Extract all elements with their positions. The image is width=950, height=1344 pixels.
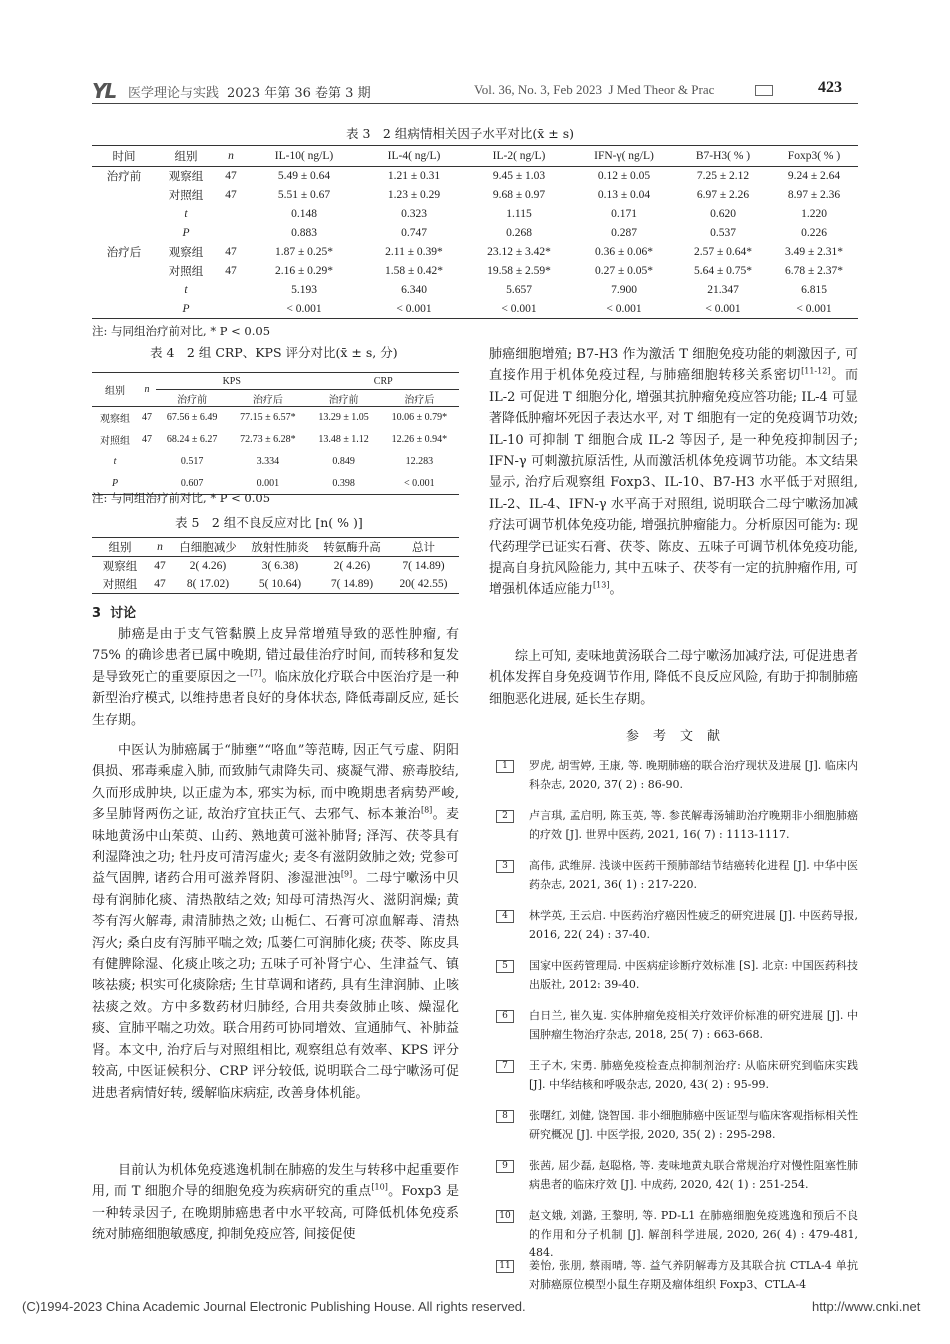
table3-header-cell: B7-H3( % )	[695, 150, 751, 162]
reference-text: 罗虎, 胡雪婷, 王康, 等. 晚期肺癌的联合治疗现状及进展 [J]. 临床内科杂志, 2020, 37( 2) : 86-90.	[529, 759, 858, 791]
reference-number: 10	[496, 1210, 514, 1223]
table4	[92, 372, 459, 495]
table5	[92, 537, 459, 594]
table5-header-cell: 转氨酶升高	[323, 541, 381, 554]
reference-item	[496, 1107, 858, 1151]
table3-cell: 5.64 ± 0.75*	[693, 265, 753, 277]
table3-cell: 6.78 ± 2.37*	[784, 265, 844, 277]
table4-head-crp-before: 治疗前	[328, 394, 359, 406]
section-heading	[92, 602, 136, 621]
table3-cell: t	[184, 208, 188, 220]
header-box-icon	[755, 85, 773, 96]
table5-cell: 2( 4.26)	[189, 559, 227, 572]
table3	[92, 145, 858, 319]
table3-header-cell: IL-10( ng/L)	[274, 150, 334, 162]
table3-cell	[216, 205, 246, 224]
table3-cell	[92, 205, 156, 224]
table4-cell: 68.24 ± 6.27	[166, 434, 218, 445]
table3-cell: 47	[225, 189, 237, 201]
table4-caption: 表 4 2 组 CRP、KPS 评分对比(x̄ ± s, 分)	[150, 345, 398, 360]
table3-row	[92, 205, 858, 224]
table3-cell: 0.323	[401, 208, 427, 220]
table4-cell: 12.26 ± 0.94*	[391, 434, 448, 445]
reference-item	[496, 1007, 858, 1051]
table3-cell: 5.657	[506, 284, 532, 296]
table3-cell: 47	[225, 246, 237, 258]
table4-cell: 0.517	[180, 456, 204, 467]
table4-cell: 0.607	[180, 477, 204, 489]
table3-note: 注: 与同组治疗前对比, * P < 0.05	[92, 324, 271, 338]
table3-cell: 1.58 ± 0.42*	[384, 265, 444, 277]
reference-text: 高伟, 武维屏. 浅谈中医药干预肺部结节结癌转化进程 [J]. 中华中医药杂志, 2021, 36( 1) : 217-220.	[529, 859, 858, 891]
table3-cell: 23.12 ± 3.42*	[487, 246, 551, 258]
table3-header-cell: 时间	[112, 151, 136, 163]
reference-item	[496, 907, 858, 951]
table3-cell: 2.11 ± 0.39*	[385, 246, 443, 258]
table5-cell: 47	[154, 559, 166, 572]
table5-cell: 8( 17.02)	[186, 577, 230, 590]
table3-cell: 0.287	[611, 227, 637, 239]
table3-cell: < 0.001	[705, 302, 741, 315]
table3-cell: 1.220	[801, 208, 827, 220]
table4-head-kps: KPS	[156, 373, 307, 390]
table4-cell: t	[113, 456, 117, 467]
table3-cell: 5.49 ± 0.64	[277, 170, 331, 183]
reference-text: 张曙红, 刘健, 饶智国. 非小细胞肺癌中医证型与临床客观指标相关性研究概况 [J]. 中医学报, 2020, 35( 2) : 295-298.	[529, 1109, 858, 1141]
table5-cell: 7( 14.89)	[330, 577, 374, 590]
header-rule	[92, 103, 858, 104]
table3-cell: 0.27 ± 0.05*	[594, 265, 654, 277]
table3-cell: 0.620	[710, 208, 736, 220]
table4-note: 注: 与同组治疗前对比, * P < 0.05	[92, 491, 271, 505]
table3-cell: 0.171	[611, 208, 637, 220]
table3-cell: 2.16 ± 0.29*	[274, 265, 334, 277]
reference-number: 5	[496, 960, 514, 973]
table3-header-cell: IFN-γ( ng/L)	[594, 150, 654, 162]
reference-item	[496, 857, 858, 901]
journal-title-cn	[128, 82, 371, 101]
reference-text: 白日兰, 崔久嵬. 实体肿瘤免疫相关疗效评价标准的研究进展 [J]. 中国肿瘤生物治疗杂志, 2018, 25( 7) : 663-668.	[529, 1009, 858, 1041]
table3-cell: t	[184, 284, 188, 296]
references-title: 参考文献	[626, 729, 735, 744]
table3-cell: 0.747	[401, 227, 427, 239]
footer-url: http://www.cnki.net	[812, 1299, 921, 1314]
table4-head-crp-after: 治疗后	[404, 394, 435, 406]
table3-header-cell: 组别	[174, 151, 198, 163]
table3-row	[92, 186, 858, 205]
discussion-para-1: 肺癌是由于支气管黏膜上皮异常增殖导致的恶性肿瘤, 有 75% 的确诊患者已属中晚期, 错过最佳治疗时间, 而转移和复发是导致死亡的重要原因之一[7]。临床放化疗联合中医治疗是一种新型治疗模式, 以维持患者良好的身体状态, 降低毒副反应, 延长生存期。	[92, 627, 459, 728]
table3-header-cell: n	[228, 150, 234, 162]
table3-cell: < 0.001	[606, 302, 642, 315]
reference-number: 8	[496, 1110, 514, 1123]
table3-header-cell: IL-2( ng/L)	[492, 150, 546, 162]
reference-number: 11	[496, 1260, 514, 1273]
table4-cell: 72.73 ± 6.28*	[240, 434, 296, 445]
table5-header-cell: 总计	[412, 541, 435, 554]
section-title: 讨论	[110, 606, 137, 621]
table3-cell: < 0.001	[286, 302, 322, 315]
table3-cell: 9.24 ± 2.64	[787, 170, 841, 183]
table3-cell: 8.97 ± 2.36	[787, 189, 841, 201]
table4-cell: 47	[142, 412, 152, 424]
table5-cell: 5( 10.64)	[258, 577, 302, 590]
table3-cell: < 0.001	[396, 302, 432, 315]
reference-number: 7	[496, 1060, 514, 1073]
table5-cell: 7( 14.89)	[402, 559, 445, 572]
table4-row	[92, 407, 459, 429]
reference-number: 4	[496, 910, 514, 923]
table3-cell: 1.115	[506, 208, 532, 220]
table4-head-kps-after: 治疗后	[252, 394, 283, 406]
reference-text: 王子木, 宋勇. 肺癌免疫检查点抑制剂治疗: 从临床研究到临床实践 [J]. 中华结核和呼吸杂志, 2020, 43( 2) : 95-99.	[529, 1059, 858, 1091]
table5-cell: 观察组	[102, 560, 138, 573]
discussion-para-5: 综上可知, 麦味地黄汤联合二母宁嗽汤加减疗法, 可促进患者机体发挥自身免疫调节作用, 降低不良反应风险, 有助于抑制肺癌细胞恶化进展, 延长生存期。	[489, 649, 858, 707]
table3-cell: 0.883	[291, 227, 317, 239]
table4-cell: P	[111, 477, 119, 489]
table3-cell: 0.537	[710, 227, 736, 239]
reference-number: 9	[496, 1160, 514, 1173]
table5-header-cell: 放射性肺炎	[251, 541, 309, 554]
table3-cell: 对照组	[168, 190, 204, 202]
table3-cell: 1.23 ± 0.29	[387, 189, 441, 201]
reference-text: 张茜, 屈少磊, 赵聪格, 等. 麦味地黄丸联合常规治疗对慢性阻塞性肺病患者的临床疗效 [J]. 中成药, 2020, 42( 1) : 251-254.	[529, 1159, 858, 1191]
table4-head-kps-before: 治疗前	[177, 394, 208, 406]
reference-item	[496, 807, 858, 851]
table4-cell: 3.334	[256, 456, 280, 467]
reference-text: 赵文娥, 刘潞, 王黎明, 等. PD-L1 在肺癌细胞免疫逃逸和预后不良的作用和分子机制 [J]. 解剖科学进展, 2020, 26( 4) : 479-481, 484.	[529, 1209, 858, 1260]
reference-text: 林学英, 王云启. 中医药治疗癌因性疲乏的研究进展 [J]. 中医药导报, 2016, 22( 24) : 37-40.	[529, 909, 858, 941]
table3-cell: 1.87 ± 0.25*	[274, 246, 334, 258]
table3-cell: 对照组	[168, 266, 204, 278]
reference-text: 国家中医药管理局. 中医病症诊断疗效标准 [S]. 北京: 中国医药科技出版社, 2012: 39-40.	[529, 959, 858, 991]
table3-cell: 0.148	[291, 208, 317, 220]
table3-cell: 0.36 ± 0.06*	[594, 246, 654, 258]
issue-en: Vol. 36, No. 3, Feb 2023	[474, 82, 602, 97]
table4-cell: 10.06 ± 0.79*	[391, 412, 448, 424]
reference-number: 3	[496, 860, 514, 873]
table4-cell: 77.15 ± 6.57*	[240, 412, 296, 424]
reference-item	[496, 1207, 858, 1260]
table3-cell: 3.49 ± 2.31*	[784, 246, 844, 258]
table3-cell	[216, 224, 246, 243]
section-number: 3	[92, 606, 102, 621]
table3-row	[92, 167, 858, 186]
table5-header-row	[92, 538, 459, 557]
table4-cell: 观察组	[100, 414, 130, 426]
table3-cell: P	[182, 227, 190, 239]
table3-cell: 47	[225, 265, 237, 277]
reference-number: 6	[496, 1010, 514, 1023]
reference-number: 1	[496, 760, 514, 773]
table4-cell	[138, 451, 156, 473]
discussion-para-2: 中医认为肺癌属于“肺壅”“咯血”等范畴, 因正气亏虚、阴阳俱损、邪毒乘虚入肺, 而致肺气肃降失司、痰凝气滞、瘀毒胶结, 久而形成肿块, 以正虚为本, 邪实为标, 而中晚期患者病势严峻, 多呈肺肾两伤之证, 故治疗宜扶正气、去邪气、标本兼治[8]。麦味地黄汤中山茱萸、山药、熟地黄可滋补肺肾; 泽泻、茯苓具有利湿降浊之功; 牡丹皮可清泻虚火; 麦冬有滋阴敛肺之效; 党参可益气固脾, 诸药合用可滋养肾阴、渗湿泄浊[9]。二母宁嗽汤中贝母有润肺化痰、清热散结之效; 知母可清热泻火、滋阴润燥; 黄芩有泻火解毒, 肃清肺热之效; 山栀仁、石膏可凉血解毒、清热泻火; 桑白皮有泻肺平喘之效; 瓜蒌仁可润肺化痰; 茯苓、陈皮具有健脾除湿、化痰止咳之功; 五味子可补肾宁心、生津益气、镇咳祛痰; 枳实可化痰除痞; 生甘草调和诸药, 具有生津润肺、止咳祛痰之效。方中多数药材归肺经, 合用共奏敛肺止咳、燥湿化痰、宣肺平喘之功效。联合用药可协同增效、宣通肺气、补肺益肾。本文中, 治疗后与对照组相比, 观察组总有效率、KPS 评分较高, 中医证候积分、CRP 评分较低, 说明联合二母宁嗽汤可促进患者病情好转, 缓解临床病症, 改善身体机能。	[92, 743, 459, 1101]
table5-cell: 对照组	[102, 578, 138, 591]
table3-row	[92, 224, 858, 243]
table3-cell: 观察组	[168, 247, 204, 259]
table4-row	[92, 451, 459, 473]
table4-cell: 13.48 ± 1.12	[318, 434, 369, 445]
journal-name-cn: 医学理论与实践	[128, 86, 220, 101]
discussion-para-3: 目前认为机体免疫逃逸机制在肺癌的发生与转移中起重要作用, 而 T 细胞介导的细胞免疫为疾病研究的重点[10]。Foxp3 是一种转录因子, 在晚期肺癌患者中水平较高, 可降低机体免疫系统对肺癌细胞敏感度, 抑制免疫应答, 间接促使	[92, 1163, 460, 1243]
journal-name-en: J Med Theor & Prac	[608, 82, 715, 97]
table5-header-cell: n	[157, 540, 163, 553]
table3-header-cell: IL-4( ng/L)	[387, 150, 441, 162]
discussion-para-4: 肺癌细胞增殖; B7-H3 作为激活 T 细胞免疫功能的刺激因子, 可直接作用于机体免疫过程, 与肺癌细胞转移关系密切[11-12]。而 IL-2 可促进 T 细胞分化, 增强其抗肿瘤免疫应答功能; IL-4 可显著降低肿瘤坏死因子表达水平, 对 T 细胞有一定的免疫调节功效; IL-10 可抑制 T 细胞合成 IL-2 等因子, 是一种免疫抑制因子; IFN-γ 可刺激抗原活性, 从而激活机体免疫调节功能。本文结果显示, 治疗后观察组 Foxp3、IL-10、B7-H3 水平低于对照组, IL-2、IL-4、IFN-γ 水平高于对照组, 说明联合二母宁嗽汤加减疗法可调节机体免疫功能, 增强抗肿瘤能力。分析原因可能为: 现代药理学已证实石膏、茯苓、陈皮、五味子可调节机体免疫功能, 提高自身抗风险能力, 其中五味子、茯苓有一定的抗肿瘤作用, 可增强机体适应能力[13]。	[489, 347, 858, 598]
table3-cell: 9.68 ± 0.97	[492, 189, 546, 201]
reference-text: 卢言琪, 孟启明, 陈玉英, 等. 参芪解毒汤辅助治疗晚期非小细胞肺癌的疗效 [J]. 世界中医药, 2021, 16( 7) : 1113-1117.	[529, 809, 858, 841]
table3-cell: 5.193	[291, 284, 317, 296]
reference-item	[496, 1257, 858, 1301]
table4-cell: 对照组	[100, 436, 130, 447]
table4-cell: 0.001	[256, 477, 280, 489]
table3-cell: 0.13 ± 0.04	[597, 189, 651, 201]
table3-cell	[92, 224, 156, 243]
table3-cell: 观察组	[168, 171, 204, 184]
table3-cell	[216, 281, 246, 300]
table3-row	[92, 243, 858, 262]
table3-caption: 表 3 2 组病情相关因子水平对比(x̄ ± s)	[346, 126, 574, 141]
table3-cell	[216, 300, 246, 319]
reference-item	[496, 757, 858, 801]
table3-cell: 19.58 ± 2.59*	[487, 265, 551, 277]
reference-item	[496, 1157, 858, 1201]
table5-row	[92, 556, 459, 575]
table3-cell	[92, 281, 156, 300]
table3-cell: 2.57 ± 0.64*	[693, 246, 753, 258]
table3-cell: 治疗后	[106, 247, 142, 259]
table3-cell: 6.340	[401, 284, 427, 296]
table5-row	[92, 575, 459, 594]
table5-cell: 3( 6.38)	[261, 559, 299, 572]
table5-cell: 2( 4.26)	[333, 559, 371, 572]
table3-cell: 治疗前	[106, 171, 142, 184]
table3-cell	[92, 262, 156, 281]
table3-cell: 5.51 ± 0.67	[277, 189, 331, 201]
footer-copyright: (C)1994-2023 China Academic Journal Electronic Publishing House. All rights reserved.	[22, 1299, 526, 1314]
table3-cell: 47	[225, 170, 237, 183]
table4-cell: 0.398	[332, 477, 355, 489]
reference-item	[496, 957, 858, 1001]
table3-row	[92, 281, 858, 300]
table4-head-n: n	[144, 384, 150, 395]
table3-cell: 7.900	[611, 284, 637, 296]
table3-cell: P	[182, 302, 190, 315]
reference-item	[496, 1057, 858, 1101]
journal-title-en	[474, 82, 714, 98]
table5-cell: 47	[154, 577, 166, 590]
table5-header-cell: 组别	[108, 541, 132, 554]
table4-row	[92, 429, 459, 451]
table5-header-cell: 白细胞减少	[179, 541, 237, 554]
table3-cell: 21.347	[707, 284, 739, 296]
table4-cell: 12.283	[405, 456, 434, 467]
table4-head-group: 组别	[105, 386, 125, 397]
table4-cell: 67.56 ± 6.49	[166, 412, 218, 424]
table3-cell: 7.25 ± 2.12	[696, 170, 750, 183]
page-number: 423	[818, 79, 842, 96]
reference-text: 姜怡, 张朋, 蔡雨晴, 等. 益气养阴解毒方及其联合抗 CTLA-4 单抗对肺癌原位模型小鼠生存期及瘤体组织 Foxp3、CTLA-4	[529, 1259, 858, 1291]
table3-cell: 1.21 ± 0.31	[387, 170, 441, 183]
table5-cell: 20( 42.55)	[399, 577, 448, 590]
table3-row	[92, 262, 858, 281]
table4-head-crp: CRP	[307, 373, 459, 390]
table3-cell: 6.97 ± 2.26	[696, 189, 750, 201]
table3-header-cell: Foxp3( % )	[787, 150, 841, 162]
table3-row	[92, 300, 858, 319]
table4-cell: 0.849	[332, 456, 355, 467]
table3-cell	[92, 300, 156, 319]
journal-logo: YL	[92, 79, 116, 103]
table3-cell: 0.12 ± 0.05	[597, 170, 651, 183]
table3-cell: < 0.001	[501, 302, 537, 315]
table3-cell: 9.45 ± 1.03	[492, 170, 546, 183]
table4-cell: < 0.001	[404, 477, 435, 489]
table3-cell: < 0.001	[796, 302, 832, 315]
table3-cell: 0.268	[506, 227, 532, 239]
table3-cell	[92, 186, 156, 205]
table4-cell: 13.29 ± 1.05	[318, 412, 369, 424]
table3-cell: 6.815	[801, 284, 827, 296]
reference-number: 2	[496, 810, 514, 823]
issue-cn: 2023 年第 36 卷第 3 期	[227, 86, 371, 101]
table3-header-row	[92, 146, 858, 167]
table5-caption: 表 5 2 组不良反应对比 [n( % )]	[175, 515, 363, 530]
table4-cell: 47	[142, 434, 152, 445]
table3-cell: 0.226	[801, 227, 827, 239]
